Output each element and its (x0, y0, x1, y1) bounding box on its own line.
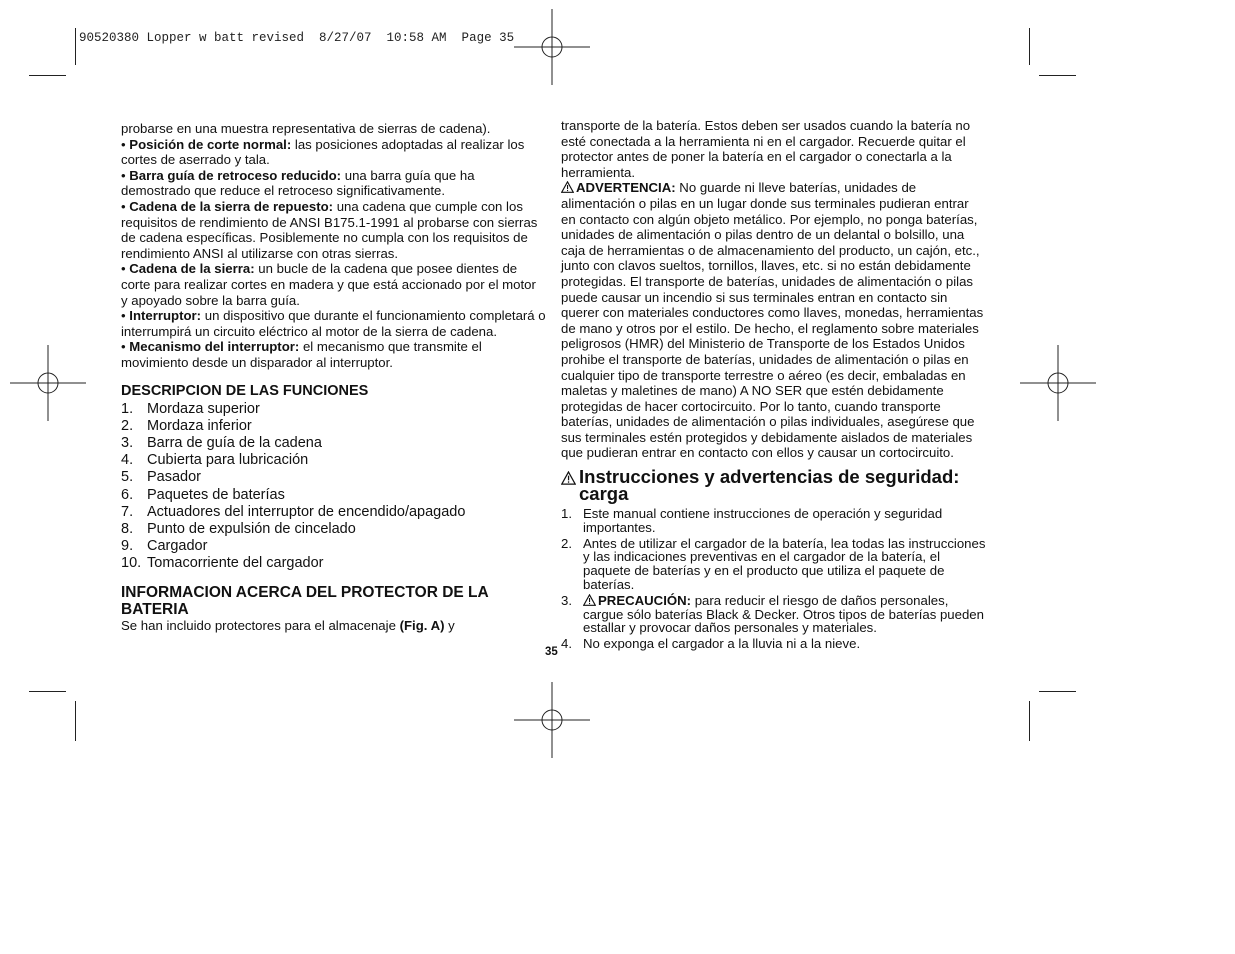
definition-text: las posiciones adoptadas al realizar los cortes de aserrado y tala. (121, 136, 525, 168)
transport-text: transporte de la batería. Estos deben ser usados cuando la batería no esté conectada a la herramienta ni en el cargador. Recuerde quitar el protector antes de poner la batería en el cargador o conectarla a la herramienta. (561, 118, 971, 180)
caution-term: PRECAUCIÓN: (598, 592, 692, 608)
protector-text: Se han incluido protectores para el almacenaje (Fig. A) y (121, 617, 455, 633)
section-heading-protector: INFORMACION ACERCA DEL PROTECTOR DE LA BATERIA (121, 583, 489, 618)
warning-text: No guarde ni lleve baterías, unidades de alimentación o pilas en un lugar donde sus terminales pudieran entrar en contacto con algún objeto metálico. Por ejemplo, no ponga baterías, unidades de alimentación o pilas dentro de un delantal o bolsillo, una caja de herramientas o de almacenamiento del producto, un cajón, etc., junto con clavos sueltos, tornillos, llaves, etc. si no están debidamente protegidas. El transporte de baterías, unidades de alimentación o pilas puede causar un incendio si sus terminales entran en contacto sin querer con materiales conductores como llaves, monedas, herramientas de mano y otros por el estilo. De hecho, el reglamento sobre materiales peligrosos (HMR) del Ministerio de Transporte de los Estados Unidos prohibe el transporte de baterías, unidades de alimentación o pilas en cualquier tipo de transporte terrestre o aéreo (es decir, embaladas en maletas y maletines de mano) A NO SER que estén debidamente protegidas de hacer cortocircuito. Por lo tanto, cuando transporte baterías, unidades de alimentación o pilas individuales, asegúrese que sus terminales estén protegidos y debidamente aislados de materiales que pudieran entrar en contacto con ellos y causar un cortocircuito. (561, 180, 984, 461)
printer-slug: 90520380 Lopper w batt revised 8/27/07 10:58 AM Page 35 (79, 31, 515, 45)
crop-mark (29, 75, 66, 76)
crop-mark (1029, 701, 1030, 741)
definition-item: • Cadena de la sierra de repuesto: una cadena que cumple con los requisitos de rendimiento de ANSI B175.1-1991 al probarse con sierras de cadena específicas. Posiblemente no cumpla con los requisitos de rendimiento ANSI al utilizarse con otras sierras. (121, 198, 538, 261)
list-item: 7. Actuadores del interruptor de encendido/apagado (121, 503, 466, 520)
crop-mark (75, 28, 76, 65)
definition-text: un bucle de la cadena que posee dientes de corte para realizar cortes en madera y que está accionado por el motor y apoyado sobre la barra guía. (121, 261, 536, 308)
warning-triangle-icon (583, 594, 596, 606)
list-item: 10. Tomacorriente del cargador (121, 555, 324, 572)
section-heading-functions: DESCRIPCION DE LAS FUNCIONES (121, 382, 369, 399)
definition-text: una cadena que cumple con los requisitos de rendimiento de ANSI B175.1-1991 al probarse con sierras de cadena específicas. Posiblemente no cumpla con los requisitos de rendimiento ANSI al utilizarse con otras sierras. (121, 198, 538, 261)
functions-list (121, 401, 546, 573)
definition-term: Interruptor: (129, 308, 202, 324)
left-column (121, 121, 546, 633)
list-item: 4. Cubierta para lubricación (121, 452, 309, 469)
crop-mark (75, 701, 76, 741)
list-item: 2. Mordaza inferior (121, 417, 252, 434)
registration-mark-icon (514, 9, 590, 85)
definition-term: Posición de corte normal: (129, 136, 292, 152)
figure-reference: (Fig. A) (399, 617, 445, 633)
definition-term: Cadena de la sierra: (129, 261, 255, 277)
crop-mark (1029, 28, 1030, 65)
definition-item: • Interruptor: un dispositivo que durante el funcionamiento completará o interrumpirá un circuito eléctrico al motor de la sierra de cadena. (121, 308, 546, 339)
right-column (561, 118, 986, 653)
list-item: 3. Barra de guía de la cadena (121, 434, 322, 451)
definition-item: • Cadena de la sierra: un bucle de la cadena que posee dientes de corte para realizar cortes en madera y que está accionado por el motor y apoyado sobre la barra guía. (121, 261, 536, 308)
instructions-list (561, 507, 986, 651)
intro-text: probarse en una muestra representativa de sierras de cadena). (121, 121, 491, 136)
page-number: 35 (545, 646, 558, 658)
definition-text: un dispositivo que durante el funcionamiento completará o interrumpirá un circuito eléctrico al motor de la sierra de cadena. (121, 308, 546, 339)
registration-mark-icon (1020, 345, 1096, 421)
definition-item: • Barra guía de retroceso reducido: una barra guía que ha demostrado que reduce el retroceso significativamente. (121, 167, 475, 199)
crop-mark (1039, 75, 1076, 76)
definition-item: • Posición de corte normal: las posiciones adoptadas al realizar los cortes de aserrado y tala. (121, 136, 525, 168)
list-item: 3. PRECAUCIÓN: para reducir el riesgo de daños personales, cargue sólo baterías Black & Decker. Otros tipos de baterías pueden estallar y provocar daños personales y materiales. (561, 592, 984, 636)
warning-triangle-icon (561, 181, 574, 193)
crop-mark (1039, 691, 1076, 692)
crop-mark (29, 691, 66, 692)
warning-paragraph (561, 180, 986, 461)
registration-mark-icon (514, 682, 590, 758)
list-item: 6. Paquetes de baterías (121, 486, 285, 503)
list-item: 4. No exponga el cargador a la lluvia ni a la nieve. (561, 636, 861, 652)
warning-triangle-icon (561, 471, 576, 485)
definition-term: Barra guía de retroceso reducido: (129, 167, 342, 183)
definition-text: una barra guía que ha demostrado que reduce el retroceso significativamente. (121, 167, 475, 199)
warning-term: ADVERTENCIA: (576, 180, 676, 196)
list-item: 1. Este manual contiene instrucciones de operación y seguridad importantes. (561, 506, 943, 535)
list-item: 8. Punto de expulsión de cincelado (121, 520, 356, 537)
list-item: 1. Mordaza superior (121, 400, 260, 417)
registration-mark-icon (10, 345, 86, 421)
safety-heading: Instrucciones y advertencias de seguridad: carga (561, 469, 986, 502)
definition-item: • Mecanismo del interruptor: el mecanismo que transmite el movimiento desde un disparador al interruptor. (121, 339, 482, 370)
list-item: 2. Antes de utilizar el cargador de la batería, lea todas las instrucciones y las indicaciones preventivas en el cargador de la batería, el paquete de baterías y en el producto que utiliza el paquete de baterías. (561, 535, 986, 593)
definition-text: el mecanismo que transmite el movimiento desde un disparador al interruptor. (121, 339, 482, 370)
list-item: 9. Cargador (121, 538, 208, 555)
list-item: 5. Pasador (121, 469, 202, 486)
definition-term: Mecanismo del interruptor: (129, 339, 300, 355)
definition-term: Cadena de la sierra de repuesto: (129, 198, 334, 214)
